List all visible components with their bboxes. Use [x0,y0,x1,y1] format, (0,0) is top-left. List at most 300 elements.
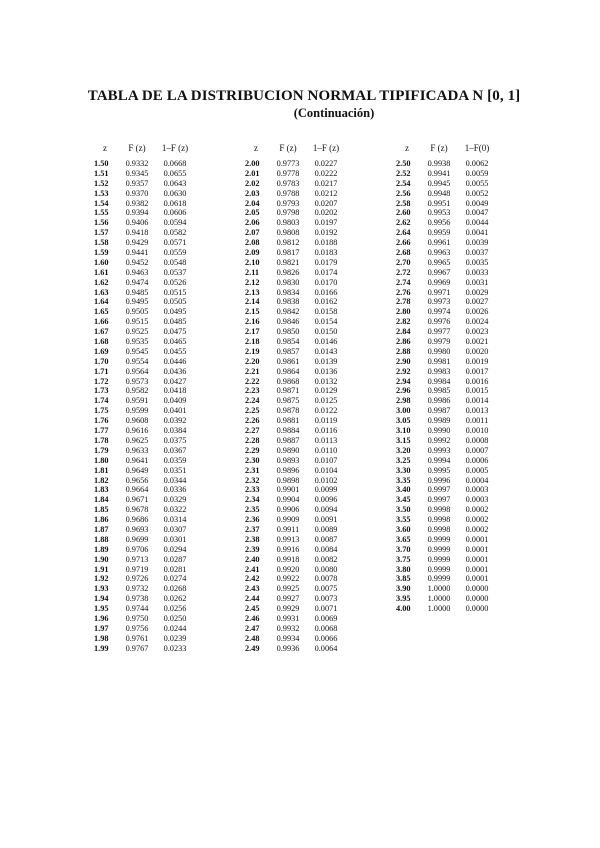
table-row [243,228,345,238]
header-z: z [254,143,258,153]
one-minus-f-value: 0.0006 [465,455,489,465]
z-value: 2.41 [245,564,260,574]
z-value: 2.39 [245,544,260,554]
table-row [92,594,194,604]
f-value: 0.9981 [427,356,451,366]
f-value: 0.9793 [276,198,300,208]
f-value: 0.9974 [427,307,451,317]
f-value: 0.9983 [427,366,451,376]
f-value: 0.9633 [125,445,149,455]
table-row [394,396,496,406]
z-value: 1.59 [94,248,109,258]
table-row [243,327,345,337]
f-value: 0.9641 [125,455,149,465]
z-value: 2.30 [245,455,260,465]
z-value: 1.98 [94,633,109,643]
table-row [92,456,194,466]
table-row [92,238,194,248]
z-value: 2.84 [396,327,411,337]
z-value: 3.95 [396,594,411,604]
z-value: 2.35 [245,505,260,515]
z-value: 1.92 [94,574,109,584]
z-value: 2.08 [245,238,260,248]
f-value: 0.9999 [427,564,451,574]
table-row [243,436,345,446]
one-minus-f-value: 0.0089 [314,524,338,534]
one-minus-f-value: 0.0071 [314,604,338,614]
header-one-minus-f: 1–F(0) [464,143,490,153]
table-row [92,386,194,396]
one-minus-f-value: 0.0069 [314,613,338,623]
table-row [243,208,345,218]
f-value: 1.0000 [427,604,451,614]
f-value: 0.9599 [125,406,149,416]
z-value: 2.50 [396,159,411,168]
table-row [394,515,496,525]
z-value: 2.76 [396,287,411,297]
z-value: 1.99 [94,643,109,653]
f-value: 0.9744 [125,604,149,614]
table-row [394,169,496,179]
table-row [394,377,496,387]
f-value: 0.9918 [276,554,300,564]
one-minus-f-value: 0.0174 [314,267,338,277]
f-value: 0.9868 [276,376,300,386]
one-minus-f-value: 0.0024 [465,317,489,327]
one-minus-f-value: 0.0004 [465,475,489,485]
z-value: 3.70 [396,544,411,554]
table-row [92,377,194,387]
table-row [92,347,194,357]
f-value: 0.9693 [125,524,149,534]
one-minus-f-value: 0.0207 [314,198,338,208]
one-minus-f-value: 0.0139 [314,356,338,366]
table-row [92,426,194,436]
one-minus-f-value: 0.0016 [465,376,489,386]
table-row [92,208,194,218]
f-value: 0.9783 [276,178,300,188]
f-value: 0.9441 [125,248,149,258]
z-value: 3.10 [396,426,411,436]
f-value: 0.9985 [427,386,451,396]
one-minus-f-value: 0.0001 [465,534,489,544]
table-row [92,535,194,545]
table-row [92,644,194,654]
z-value: 1.97 [94,623,109,633]
one-minus-f-value: 0.0537 [163,267,187,277]
f-value: 0.9826 [276,267,300,277]
table-row [243,634,345,644]
f-value: 0.9976 [427,317,451,327]
one-minus-f-value: 0.0033 [465,267,489,277]
one-minus-f-value: 0.0436 [163,366,187,376]
z-value: 2.06 [245,218,260,228]
z-value: 2.45 [245,604,260,614]
f-value: 0.9987 [427,406,451,416]
f-value: 0.9901 [276,485,300,495]
one-minus-f-value: 0.0351 [163,465,187,475]
z-value: 2.60 [396,208,411,218]
table-row [394,189,496,199]
table-row [394,357,496,367]
table-row [394,476,496,486]
f-value: 0.9878 [276,406,300,416]
table-row [243,258,345,268]
one-minus-f-value: 0.0087 [314,534,338,544]
f-value: 0.9406 [125,218,149,228]
table-row [394,584,496,594]
f-value: 0.9591 [125,396,149,406]
one-minus-f-value: 0.0281 [163,564,187,574]
z-value: 1.60 [94,257,109,267]
table-row [92,604,194,614]
f-value: 0.9999 [427,534,451,544]
z-value: 4.00 [396,604,411,614]
f-value: 0.9965 [427,257,451,267]
z-value: 2.96 [396,386,411,396]
f-value: 0.9956 [427,218,451,228]
table-row [92,327,194,337]
one-minus-f-value: 0.0039 [465,238,489,248]
z-value: 2.58 [396,198,411,208]
f-value: 0.9678 [125,505,149,515]
table-row [394,228,496,238]
one-minus-f-value: 0.0268 [163,584,187,594]
z-value: 3.75 [396,554,411,564]
table-row [394,505,496,515]
table-row [92,446,194,456]
z-value: 2.25 [245,406,260,416]
z-value: 1.76 [94,416,109,426]
z-value: 3.90 [396,584,411,594]
table-row [243,268,345,278]
one-minus-f-value: 0.0314 [163,515,187,525]
one-minus-f-value: 0.0301 [163,534,187,544]
one-minus-f-value: 0.0409 [163,396,187,406]
one-minus-f-value: 0.0384 [163,426,187,436]
f-value: 0.9726 [125,574,149,584]
one-minus-f-value: 0.0041 [465,228,489,238]
table-row [243,426,345,436]
z-value: 3.45 [396,495,411,505]
z-value: 1.95 [94,604,109,614]
f-value: 0.9846 [276,317,300,327]
table-row [243,525,345,535]
table-row [92,159,194,169]
one-minus-f-value: 0.0001 [465,574,489,584]
z-value: 2.23 [245,386,260,396]
z-value: 2.62 [396,218,411,228]
table-row [92,406,194,416]
one-minus-f-value: 0.0344 [163,475,187,485]
z-value: 3.55 [396,515,411,525]
table-row [394,297,496,307]
z-value: 2.21 [245,366,260,376]
z-value: 3.00 [396,406,411,416]
z-value: 2.52 [396,168,411,178]
z-value: 3.65 [396,534,411,544]
f-value: 0.9545 [125,346,149,356]
z-value: 2.07 [245,228,260,238]
one-minus-f-value: 0.0031 [465,277,489,287]
one-minus-f-value: 0.0582 [163,228,187,238]
f-value: 0.9999 [427,574,451,584]
table-row [92,228,194,238]
one-minus-f-value: 0.0013 [465,406,489,416]
z-value: 1.67 [94,327,109,337]
table-row [394,159,496,169]
header-f: F (z) [279,143,297,153]
f-value: 0.9719 [125,564,149,574]
one-minus-f-value: 0.0143 [314,346,338,356]
one-minus-f-value: 0.0606 [163,208,187,218]
one-minus-f-value: 0.0017 [465,366,489,376]
f-value: 0.9582 [125,386,149,396]
table-row [394,406,496,416]
z-value: 1.72 [94,376,109,386]
f-value: 0.9948 [427,188,451,198]
table-row [92,297,194,307]
one-minus-f-value: 0.0375 [163,435,187,445]
one-minus-f-value: 0.0001 [465,544,489,554]
z-value: 2.56 [396,188,411,198]
table-row [394,367,496,377]
one-minus-f-value: 0.0336 [163,485,187,495]
one-minus-f-value: 0.0044 [465,218,489,228]
one-minus-f-value: 0.0011 [465,416,489,426]
f-value: 0.9515 [125,317,149,327]
one-minus-f-value: 0.0000 [465,604,489,614]
f-value: 0.9738 [125,594,149,604]
f-value: 0.9979 [427,337,451,347]
table-row [243,515,345,525]
f-value: 0.9936 [276,643,300,653]
one-minus-f-value: 0.0183 [314,248,338,258]
one-minus-f-value: 0.0094 [314,505,338,515]
z-value: 2.54 [396,178,411,188]
table-header [394,142,496,154]
z-value: 1.55 [94,208,109,218]
f-value: 0.9980 [427,346,451,356]
f-value: 0.9993 [427,445,451,455]
one-minus-f-value: 0.0643 [163,178,187,188]
one-minus-f-value: 0.0020 [465,346,489,356]
z-value: 2.15 [245,307,260,317]
table-row [92,218,194,228]
table-row [92,288,194,298]
table-row [394,436,496,446]
table-row [394,446,496,456]
table-row [394,208,496,218]
z-value: 2.27 [245,426,260,436]
z-value: 1.90 [94,554,109,564]
z-value: 2.10 [245,257,260,267]
one-minus-f-value: 0.0066 [314,633,338,643]
table-row [243,416,345,426]
f-value: 0.9573 [125,376,149,386]
one-minus-f-value: 0.0078 [314,574,338,584]
table-row [243,307,345,317]
table-row [92,466,194,476]
table-block-1 [92,142,194,654]
f-value: 0.9989 [427,416,451,426]
z-value: 3.60 [396,524,411,534]
f-value: 0.9750 [125,613,149,623]
table-row [243,406,345,416]
z-value: 3.50 [396,505,411,515]
one-minus-f-value: 0.0116 [314,426,338,436]
z-value: 2.66 [396,238,411,248]
table-row [394,199,496,209]
f-value: 0.9893 [276,455,300,465]
table-row [243,377,345,387]
table-row [243,456,345,466]
f-value: 0.9370 [125,188,149,198]
one-minus-f-value: 0.0307 [163,524,187,534]
table-row [92,169,194,179]
table-row [394,574,496,584]
table-row [394,426,496,436]
table-row [92,436,194,446]
one-minus-f-value: 0.0188 [314,238,338,248]
one-minus-f-value: 0.0019 [465,356,489,366]
z-value: 2.38 [245,534,260,544]
table-row [394,307,496,317]
f-value: 0.9945 [427,178,451,188]
f-value: 0.9995 [427,465,451,475]
f-value: 0.9990 [427,426,451,436]
one-minus-f-value: 0.0104 [314,465,338,475]
z-value: 3.15 [396,435,411,445]
table-row [394,337,496,347]
table-row [394,347,496,357]
table-row [92,278,194,288]
one-minus-f-value: 0.0027 [465,297,489,307]
f-value: 0.9778 [276,168,300,178]
one-minus-f-value: 0.0559 [163,248,187,258]
one-minus-f-value: 0.0001 [465,554,489,564]
f-value: 0.9864 [276,366,300,376]
one-minus-f-value: 0.0515 [163,287,187,297]
z-value: 1.94 [94,594,109,604]
z-value: 3.40 [396,485,411,495]
table-row [92,574,194,584]
table-header [92,142,194,154]
one-minus-f-value: 0.0146 [314,337,338,347]
z-value: 2.49 [245,643,260,653]
z-value: 1.82 [94,475,109,485]
f-value: 0.9382 [125,198,149,208]
table-row [243,396,345,406]
f-value: 0.9452 [125,257,149,267]
z-value: 2.14 [245,297,260,307]
one-minus-f-value: 0.0107 [314,455,338,465]
page-title: TABLA DE LA DISTRIBUCION NORMAL TIPIFICADA N [0, 1] [87,88,521,104]
one-minus-f-value: 0.0062 [465,159,489,168]
one-minus-f-value: 0.0166 [314,287,338,297]
f-value: 0.9887 [276,435,300,445]
z-value: 3.35 [396,475,411,485]
one-minus-f-value: 0.0217 [314,178,338,188]
f-value: 0.9505 [125,307,149,317]
table-row [394,327,496,337]
z-value: 2.98 [396,396,411,406]
z-value: 2.37 [245,524,260,534]
table-row [92,199,194,209]
f-value: 0.9998 [427,524,451,534]
table-row [243,594,345,604]
f-value: 0.9922 [276,574,300,584]
z-value: 1.63 [94,287,109,297]
f-value: 0.9998 [427,515,451,525]
f-value: 0.9953 [427,208,451,218]
one-minus-f-value: 0.0026 [465,307,489,317]
f-value: 0.9984 [427,376,451,386]
z-value: 1.57 [94,228,109,238]
z-value: 1.68 [94,337,109,347]
table-row [243,584,345,594]
one-minus-f-value: 0.0668 [163,159,187,168]
table-row [394,416,496,426]
one-minus-f-value: 0.0132 [314,376,338,386]
f-value: 0.9773 [276,159,300,168]
f-value: 0.9906 [276,505,300,515]
z-value: 1.93 [94,584,109,594]
table-row [243,238,345,248]
header-one-minus-f: 1–F (z) [312,143,340,153]
table-row [243,614,345,624]
z-value: 2.18 [245,337,260,347]
z-value: 2.46 [245,613,260,623]
one-minus-f-value: 0.0418 [163,386,187,396]
z-value: 1.80 [94,455,109,465]
z-value: 2.92 [396,366,411,376]
f-value: 0.9913 [276,534,300,544]
f-value: 0.9418 [125,228,149,238]
one-minus-f-value: 0.0329 [163,495,187,505]
z-value: 2.32 [245,475,260,485]
table-row [243,179,345,189]
one-minus-f-value: 0.0002 [465,524,489,534]
table-row [243,574,345,584]
f-value: 0.9564 [125,366,149,376]
one-minus-f-value: 0.0091 [314,515,338,525]
f-value: 0.9938 [427,159,451,168]
z-value: 1.58 [94,238,109,248]
one-minus-f-value: 0.0526 [163,277,187,287]
one-minus-f-value: 0.0158 [314,307,338,317]
table-row [243,485,345,495]
header-f: F (z) [430,143,448,153]
table-row [243,297,345,307]
z-value: 2.17 [245,327,260,337]
one-minus-f-value: 0.0010 [465,426,489,436]
f-value: 0.9925 [276,584,300,594]
f-value: 0.9817 [276,248,300,258]
f-value: 0.9834 [276,287,300,297]
z-value: 1.79 [94,445,109,455]
f-value: 1.0000 [427,594,451,604]
f-value: 0.9977 [427,327,451,337]
f-value: 0.9485 [125,287,149,297]
f-value: 0.9971 [427,287,451,297]
table-block-2 [243,142,345,654]
f-value: 1.0000 [427,584,451,594]
z-value: 2.74 [396,277,411,287]
f-value: 0.9821 [276,257,300,267]
f-value: 0.9920 [276,564,300,574]
f-value: 0.9756 [125,623,149,633]
